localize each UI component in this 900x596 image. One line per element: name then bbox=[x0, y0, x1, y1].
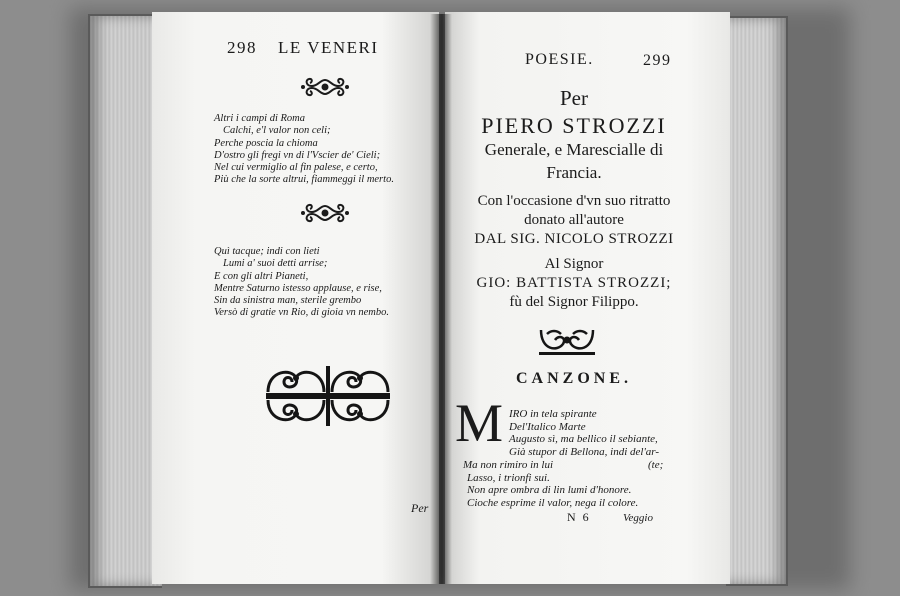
occasion-line-1: Con l'occasione d'vn suo ritratto bbox=[477, 193, 671, 209]
verse-line: Calchi, e'l valor non celi; bbox=[223, 125, 331, 137]
verse-line: D'ostro gli fregi vn di l'Vscier de' Cieli; bbox=[214, 149, 381, 161]
verse-line: E con gli altri Pianeti, bbox=[214, 270, 309, 282]
title-line-1: Generale, e Marescialle di bbox=[484, 140, 664, 159]
occasion-line-2: donato all'autore bbox=[524, 212, 624, 228]
verse-line: Non apre ombra di lin lumi d'honore. bbox=[467, 484, 632, 497]
verse-line: Sin da sinistra man, sterile grembo bbox=[214, 295, 362, 307]
stanza-2 bbox=[214, 246, 389, 320]
left-page bbox=[152, 12, 439, 584]
canzone-title: CANZONE. bbox=[515, 370, 632, 387]
dedication-line: Al Signor bbox=[544, 256, 604, 272]
stanza-1 bbox=[214, 113, 394, 187]
right-page bbox=[445, 12, 730, 584]
verse-line: Augusto sì, ma bellico il sebiante, bbox=[509, 433, 658, 446]
verse-line: Del'Italico Marte bbox=[509, 420, 586, 433]
left-page-number: 298 bbox=[227, 38, 257, 57]
verse-line: Più che la sorte altrui, fiammeggi il merto. bbox=[214, 174, 394, 186]
verse-line: Lumi a' suoi detti arrise; bbox=[223, 258, 328, 270]
left-running-head: LE VENERI bbox=[278, 38, 379, 57]
canzone-indented-lines bbox=[509, 408, 659, 458]
verse-line: IRO in tela spirante bbox=[509, 408, 597, 420]
tailpiece-ornament bbox=[264, 364, 392, 428]
verse-line: Lasso, i trionfi sui. bbox=[467, 471, 550, 484]
verse-line: Perche poscia la chioma bbox=[214, 137, 318, 149]
verse-line: Ma non rimiro in lui bbox=[463, 459, 554, 471]
left-catchword: Per bbox=[411, 501, 429, 515]
right-running-head: POESIE. bbox=[525, 51, 594, 68]
author-line: DAL SIG. NICOLO STROZZI bbox=[474, 231, 674, 247]
verse-line: Versò di gratie vn Rio, di gioia vn nembo. bbox=[214, 307, 389, 319]
right-catchword: Veggio bbox=[623, 512, 653, 524]
title-per: Per bbox=[560, 86, 588, 110]
title-line-2: Francia. bbox=[546, 163, 602, 182]
signature-mark: N 6 bbox=[567, 510, 591, 524]
verse-line: Nel cui vermiglio al fin palese, e certo, bbox=[214, 162, 378, 174]
dedicatee-note: fù del Signor Filippo. bbox=[509, 294, 639, 310]
verse-line: Quì tacque; indi con lieti bbox=[214, 246, 320, 257]
fleuron-ornament-1 bbox=[300, 76, 350, 98]
canzone-lines bbox=[463, 459, 638, 509]
headpiece-ornament bbox=[537, 326, 597, 356]
drop-cap: M bbox=[455, 393, 504, 453]
verse-line: Cioche esprime il valor, nega il colore. bbox=[467, 496, 639, 509]
verse-line: Mentre Saturno istesso applause, e rise, bbox=[214, 282, 382, 294]
book-gutter bbox=[430, 14, 452, 584]
title-name: PIERO STROZZI bbox=[481, 113, 667, 138]
right-page-edges bbox=[726, 16, 788, 586]
dedicatee-line: GIO: BATTISTA STROZZI; bbox=[476, 275, 672, 291]
verse-line: Altri i campi di Roma bbox=[214, 113, 305, 124]
fleuron-ornament-2 bbox=[300, 202, 350, 224]
right-page-number: 299 bbox=[643, 52, 672, 69]
verse-line: Già stupor di Bellona, indi del'ar- bbox=[509, 445, 660, 458]
turnover: (te; bbox=[648, 459, 664, 471]
left-page-edges bbox=[88, 14, 162, 588]
